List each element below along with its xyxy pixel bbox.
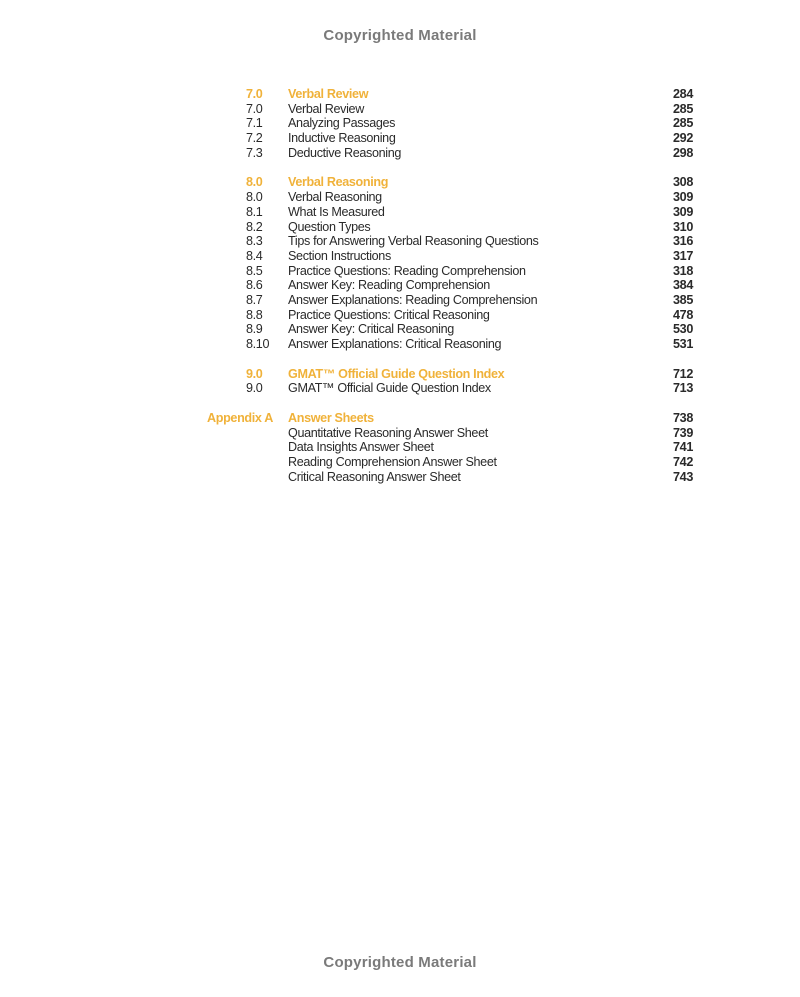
entry-number: 8.5 [246, 263, 263, 278]
page-number: 478 [673, 307, 693, 322]
entry-number: 7.1 [246, 116, 263, 131]
entry-number: 8.0 [246, 190, 263, 205]
entry-title: What Is Measured [288, 204, 385, 219]
toc-entry[interactable] [0, 190, 800, 205]
entry-number: 7.0 [246, 101, 263, 116]
entry-title: Answer Explanations: Reading Comprehension [288, 292, 538, 307]
entry-title: Answer Key: Reading Comprehension [288, 278, 490, 293]
toc-entry[interactable] [0, 146, 800, 161]
toc-entry[interactable] [0, 249, 800, 264]
toc-section-heading[interactable] [0, 367, 800, 382]
toc-entry[interactable] [0, 322, 800, 337]
toc-section-heading[interactable] [0, 411, 800, 426]
section-number: 7.0 [246, 87, 263, 101]
entry-number: 8.3 [246, 234, 263, 249]
page-number: 738 [673, 411, 693, 426]
toc-entry[interactable] [0, 278, 800, 293]
page-number: 309 [673, 190, 693, 205]
entry-title: Question Types [288, 219, 371, 234]
entry-title: Analyzing Passages [288, 116, 396, 131]
entry-number: 8.7 [246, 292, 263, 307]
page-number: 712 [673, 366, 693, 381]
entry-title: Quantitative Reasoning Answer Sheet [288, 425, 488, 440]
page-number: 285 [673, 101, 693, 116]
page-number: 741 [673, 440, 693, 455]
section-number: Appendix A [207, 411, 273, 426]
toc-entry[interactable] [0, 426, 800, 441]
page-number: 530 [673, 322, 693, 337]
page-number: 308 [673, 175, 693, 190]
toc-section-heading[interactable] [0, 175, 800, 190]
page-number: 385 [673, 292, 693, 307]
toc-entry[interactable] [0, 220, 800, 235]
entry-title: Verbal Reasoning [288, 190, 382, 205]
entry-title: Practice Questions: Reading Comprehension [288, 263, 526, 278]
entry-title: Practice Questions: Critical Reasoning [288, 307, 490, 322]
entry-number: 8.2 [246, 219, 263, 234]
section-title: Verbal Review [288, 87, 369, 101]
section-number: 9.0 [246, 366, 263, 381]
toc-section-8 [0, 175, 800, 351]
toc-section-9 [0, 367, 800, 396]
entry-number: 8.1 [246, 204, 263, 219]
page-number: 292 [673, 131, 693, 146]
entry-title: GMAT™ Official Guide Question Index [288, 381, 491, 396]
entry-title: Critical Reasoning Answer Sheet [288, 469, 461, 484]
toc-entry[interactable] [0, 293, 800, 308]
page-number: 384 [673, 278, 693, 293]
toc-entry[interactable] [0, 205, 800, 220]
section-title: GMAT™ Official Guide Question Index [288, 366, 505, 381]
toc-entry[interactable] [0, 264, 800, 279]
entry-number: 8.6 [246, 278, 263, 293]
entry-title: Reading Comprehension Answer Sheet [288, 455, 497, 470]
page-number: 742 [673, 455, 693, 470]
page-number: 318 [673, 263, 693, 278]
entry-title: Section Instructions [288, 248, 391, 263]
toc-entry[interactable] [0, 337, 800, 352]
toc-section-heading[interactable] [0, 87, 800, 102]
page-number: 743 [673, 469, 693, 484]
entry-title: Answer Key: Critical Reasoning [288, 322, 454, 337]
page-number: 713 [673, 381, 693, 396]
toc-entry[interactable] [0, 234, 800, 249]
entry-title: Inductive Reasoning [288, 131, 396, 146]
toc-section-appendix-a [0, 411, 800, 484]
page-number: 739 [673, 425, 693, 440]
page-number: 316 [673, 234, 693, 249]
toc-entry[interactable] [0, 381, 800, 396]
toc-entry[interactable] [0, 116, 800, 131]
entry-title: Deductive Reasoning [288, 145, 402, 160]
copyright-watermark-bottom: Copyrighted Material [323, 954, 477, 971]
page-number: 317 [673, 248, 693, 263]
entry-number: 8.4 [246, 248, 263, 263]
entry-title: Tips for Answering Verbal Reasoning Questions [288, 234, 539, 249]
page-number: 285 [673, 116, 693, 131]
page-number: 531 [673, 337, 693, 351]
toc-entry[interactable] [0, 440, 800, 455]
entry-number: 8.9 [246, 322, 263, 337]
copyright-watermark-top: Copyrighted Material [323, 27, 477, 44]
entry-title: Verbal Review [288, 101, 364, 116]
page-number: 309 [673, 204, 693, 219]
entry-number: 8.10 [246, 337, 270, 351]
toc-entry[interactable] [0, 308, 800, 323]
section-title: Verbal Reasoning [288, 175, 389, 190]
table-of-contents [0, 87, 800, 500]
entry-number: 8.8 [246, 307, 263, 322]
entry-number: 7.2 [246, 131, 263, 146]
page-number: 310 [673, 219, 693, 234]
section-number: 8.0 [246, 175, 263, 190]
entry-number: 9.0 [246, 381, 263, 396]
entry-title: Data Insights Answer Sheet [288, 440, 434, 455]
entry-number: 7.3 [246, 145, 263, 160]
toc-entry[interactable] [0, 470, 800, 485]
page-number: 298 [673, 145, 693, 160]
entry-title: Answer Explanations: Critical Reasoning [288, 337, 502, 351]
toc-entry[interactable] [0, 102, 800, 117]
section-title: Answer Sheets [288, 411, 374, 426]
toc-entry[interactable] [0, 131, 800, 146]
toc-section-7 [0, 87, 800, 160]
toc-entry[interactable] [0, 455, 800, 470]
page-number: 284 [673, 87, 693, 101]
